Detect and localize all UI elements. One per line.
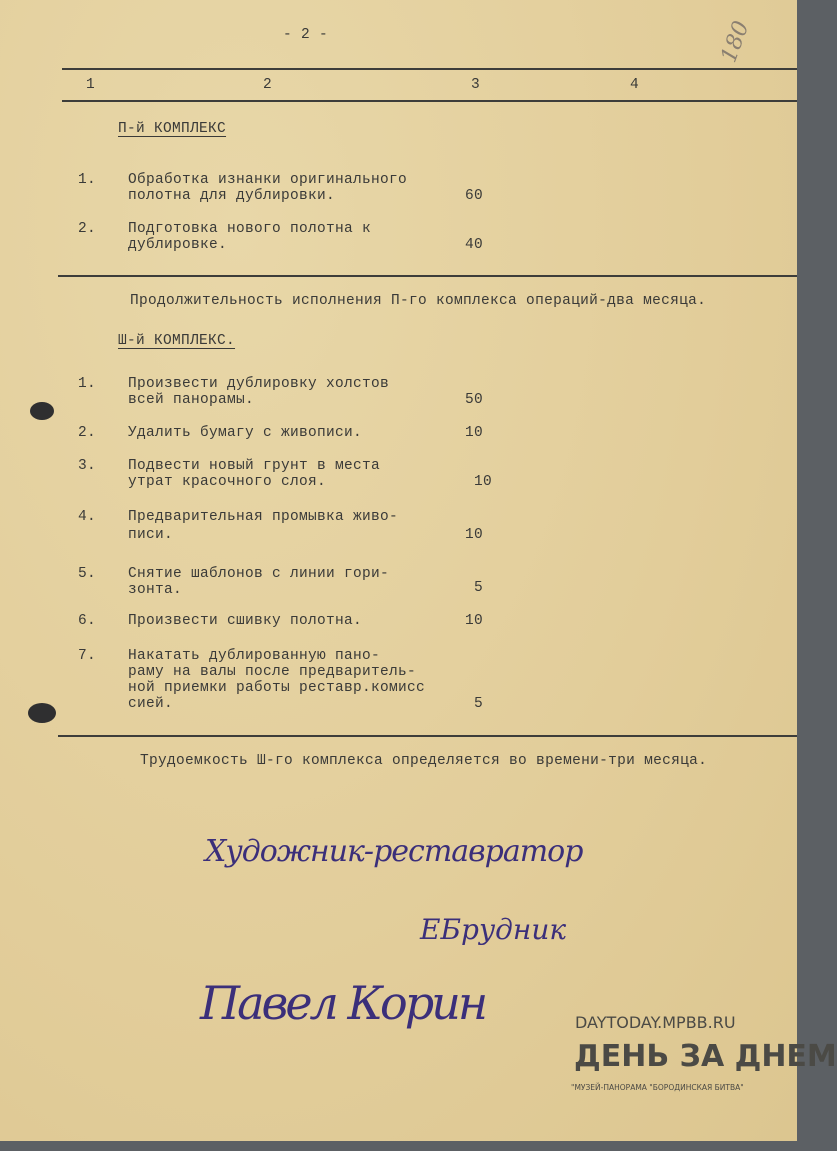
item-number: 1. [78,172,97,188]
ink-blot [30,402,54,420]
section3-summary: Трудоемкость Ш-го комплекса определяется во времени-три месяца. [140,753,708,769]
column-header-3: 3 [471,77,481,93]
item-text: Обработка изнанки оригинального [128,172,408,188]
item-text: Накатать дублированную пано- [128,648,381,664]
item-text: Подвести новый грунт в места [128,458,381,474]
item-number: 3. [78,458,97,474]
item-value: 10 [465,425,484,441]
item-text: дублировке. [128,237,228,253]
item-value: 40 [465,237,484,253]
item-text: писи. [128,527,174,543]
item-number: 7. [78,648,97,664]
section2-summary: Продолжительность исполнения П-го комплекса операций-два месяца. [130,293,707,309]
item-text: зонта. [128,582,183,598]
item-text: раму на валы после предваритель- [128,664,417,680]
item-text: Подготовка нового полотна к [128,221,372,237]
watermark-subtitle: "МУЗЕЙ-ПАНОРАМА "БОРОДИНСКАЯ БИТВА" [571,1083,744,1092]
column-header-2: 2 [263,77,273,93]
item-text: сией. [128,696,174,712]
item-number: 2. [78,221,97,237]
item-value: 10 [465,527,484,543]
item-value: 10 [465,613,484,629]
section3-title: Ш-й КОМПЛЕКС. [118,333,236,349]
page-number: - 2 - [283,27,329,43]
handwritten-title: Художник-реставратор [205,834,583,869]
item-text: Предварительная промывка живо- [128,509,399,525]
section2-title: П-й КОМПЛЕКС [118,121,227,137]
item-number: 2. [78,425,97,441]
section2-end-rule [58,275,797,277]
item-number: 4. [78,509,97,525]
column-header-4: 4 [630,77,640,93]
watermark-name: ДЕНЬ ЗА ДНЕМ [574,1039,837,1074]
item-text: всей панорамы. [128,392,255,408]
signature-2: Павел Корин [200,976,486,1030]
item-value: 10 [474,474,493,490]
item-text: Произвести дублировку холстов [128,376,390,392]
item-text: Удалить бумагу с живописи. [128,425,363,441]
watermark-url: DAYTODAY.MPBB.RU [575,1013,736,1032]
signature-1: ЕБрудник [420,913,567,946]
item-number: 5. [78,566,97,582]
item-value: 50 [465,392,484,408]
item-text: Произвести сшивку полотна. [128,613,363,629]
item-text: полотна для дублировки. [128,188,336,204]
table-header-top-rule [62,68,797,70]
item-text: Снятие шаблонов с линии гори- [128,566,390,582]
ink-blot [28,703,56,723]
item-text: утрат красочного слоя. [128,474,327,490]
table-header-bottom-rule [62,100,797,102]
item-number: 6. [78,613,97,629]
item-number: 1. [78,376,97,392]
item-text: ной приемки работы реставр.комисс [128,680,426,696]
archive-mark: 180 [716,17,755,66]
column-header-1: 1 [86,77,96,93]
item-value: 5 [474,580,484,596]
item-value: 60 [465,188,484,204]
item-value: 5 [474,696,484,712]
section3-end-rule [58,735,797,737]
